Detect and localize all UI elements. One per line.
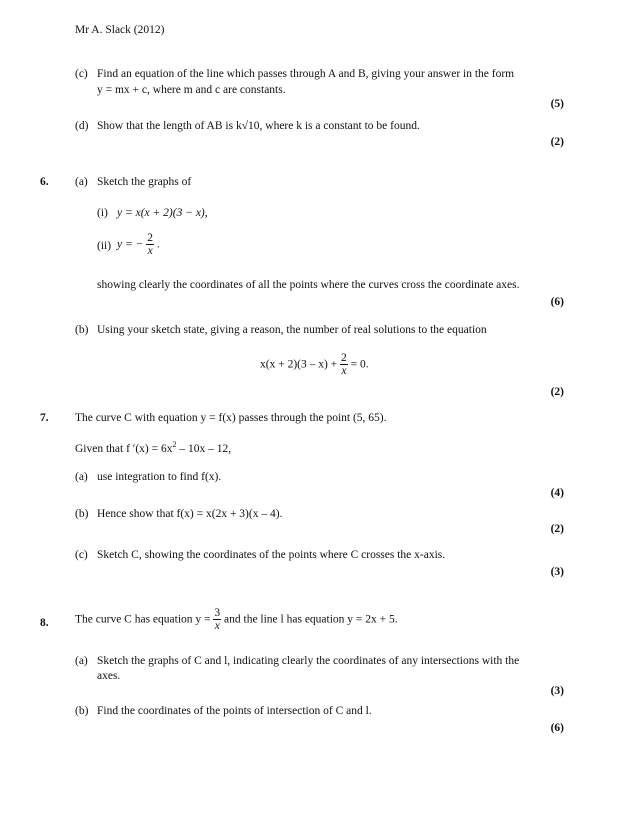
numerator: 2 bbox=[341, 352, 347, 364]
intro-text: and the line l has equation y = 2x + 5. bbox=[224, 613, 398, 626]
equation bbox=[260, 352, 369, 377]
numerator: 2 bbox=[147, 232, 153, 244]
part-label: (c) bbox=[75, 68, 88, 80]
question-text bbox=[75, 607, 398, 632]
question-number: 6. bbox=[40, 176, 49, 188]
question-number: 7. bbox=[40, 412, 49, 424]
question-text: Find an equation of the line which passes through A and B, giving your answer in the form bbox=[97, 68, 515, 80]
intro-text: The curve C has equation y = bbox=[75, 613, 211, 626]
part-label: (a) bbox=[75, 176, 88, 188]
equation-text: y = − bbox=[117, 238, 144, 251]
fraction bbox=[213, 607, 221, 632]
marks: (2) bbox=[550, 523, 564, 535]
given-text: Given that f ′(x) = 6x bbox=[75, 443, 173, 455]
marks: (6) bbox=[550, 296, 564, 308]
question-text bbox=[75, 440, 231, 455]
marks: (5) bbox=[550, 98, 564, 110]
question-text: Using your sketch state, giving a reason, the number of real solutions to the equation bbox=[97, 324, 487, 336]
question-text: Sketch the graphs of bbox=[97, 176, 192, 188]
part-label: (b) bbox=[75, 705, 89, 717]
equation bbox=[117, 232, 160, 257]
question-text: use integration to find f(x). bbox=[97, 471, 222, 483]
equation: y = x(x + 2)(3 − x), bbox=[117, 207, 208, 219]
sub-label: (i) bbox=[97, 207, 108, 219]
question-text: showing clearly the coordinates of all the points where the curves cross the coordinate axes. bbox=[97, 279, 520, 291]
given-text: – 10x – 12, bbox=[176, 443, 232, 455]
question-text: The curve C with equation y = f(x) passes through the point (5, 65). bbox=[75, 412, 387, 424]
question-text: y = mx + c, where m and c are constants. bbox=[97, 84, 286, 96]
equation-text: x(x + 2)(3 – x) + bbox=[260, 358, 338, 371]
equation-text: = 0. bbox=[350, 358, 369, 371]
question-text: Show that the length of AB is k√10, where k is a constant to be found. bbox=[97, 120, 420, 132]
question-text: Sketch the graphs of C and l, indicating clearly the coordinates of any intersections with the bbox=[97, 655, 520, 667]
question-text: Hence show that f(x) = x(2x + 3)(x – 4). bbox=[97, 508, 283, 520]
question-text: Find the coordinates of the points of intersection of C and l. bbox=[97, 705, 372, 717]
marks: (6) bbox=[550, 722, 564, 734]
equation-text: . bbox=[156, 238, 160, 251]
part-label: (c) bbox=[75, 549, 88, 561]
question-text: Sketch C, showing the coordinates of the points where C crosses the x-axis. bbox=[97, 549, 446, 561]
sub-label: (ii) bbox=[97, 240, 112, 252]
denominator: x bbox=[341, 365, 347, 377]
question-text: axes. bbox=[97, 670, 121, 682]
fraction bbox=[146, 232, 154, 257]
marks: (3) bbox=[550, 685, 564, 697]
denominator: x bbox=[147, 245, 153, 257]
denominator: x bbox=[214, 620, 220, 632]
marks: (4) bbox=[550, 487, 564, 499]
part-label: (b) bbox=[75, 508, 89, 520]
part-label: (d) bbox=[75, 120, 89, 132]
part-label: (a) bbox=[75, 655, 88, 667]
question-number: 8. bbox=[40, 617, 49, 629]
marks: (3) bbox=[550, 566, 564, 578]
marks: (2) bbox=[550, 386, 564, 398]
part-label: (b) bbox=[75, 324, 89, 336]
page-header: Mr A. Slack (2012) bbox=[75, 24, 165, 36]
marks: (2) bbox=[550, 136, 564, 148]
superscript: 2 bbox=[172, 440, 177, 449]
part-label: (a) bbox=[75, 471, 88, 483]
numerator: 3 bbox=[214, 607, 221, 619]
fraction bbox=[340, 352, 348, 377]
